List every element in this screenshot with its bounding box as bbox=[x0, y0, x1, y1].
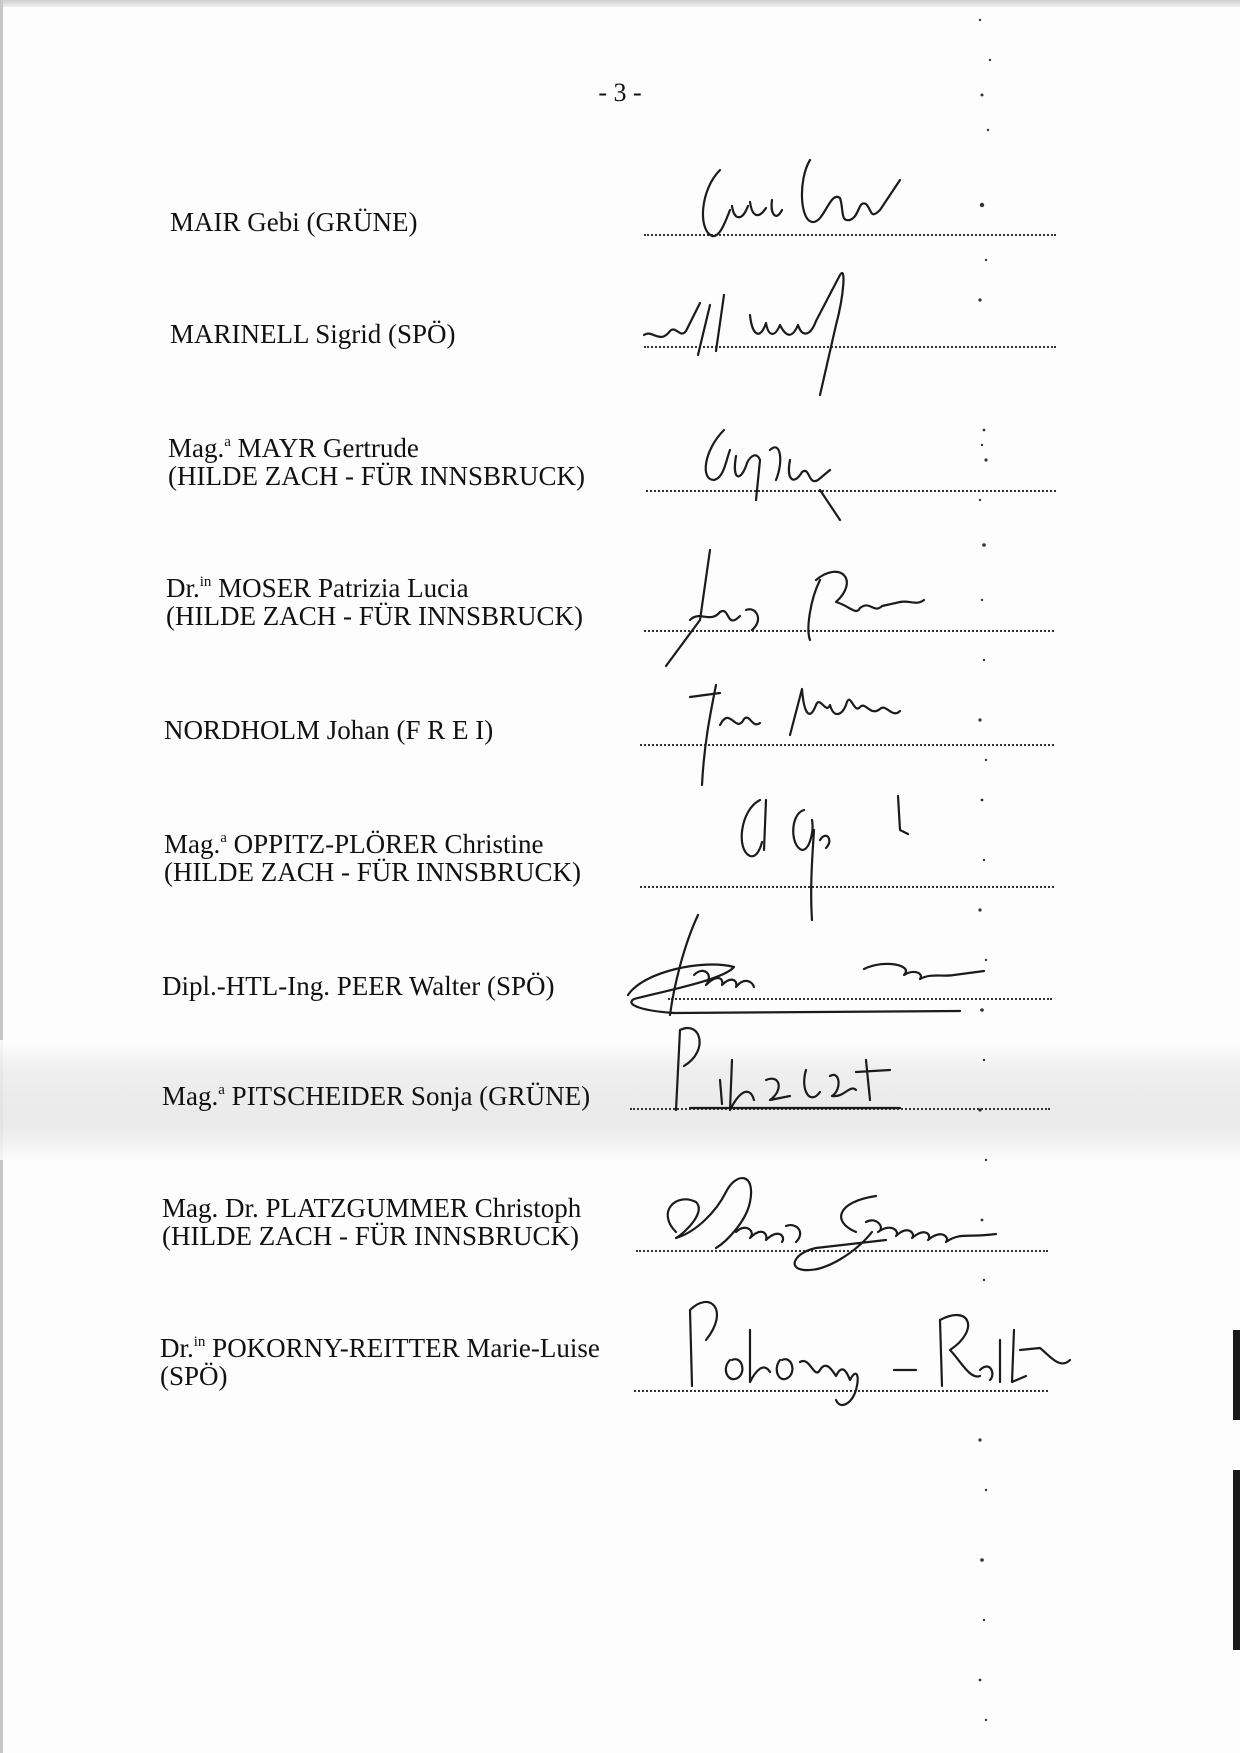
signature-entry-mayr bbox=[0, 420, 1240, 530]
signature-entry-oppitz-ploerer bbox=[0, 820, 1240, 930]
member-party-line: (HILDE ZACH - FÜR INNSBRUCK) bbox=[168, 461, 585, 491]
signature-entry-nordholm bbox=[0, 670, 1240, 780]
page-number: - 3 - bbox=[598, 78, 642, 107]
member-name bbox=[170, 208, 417, 236]
member-title-suffix: in bbox=[199, 574, 212, 590]
member-name bbox=[160, 1334, 600, 1390]
signature-entry-pokorny-reitter bbox=[0, 1320, 1240, 1430]
signature-entry-peer bbox=[0, 940, 1240, 1050]
handwritten-signature bbox=[660, 550, 960, 680]
handwritten-signature bbox=[656, 1162, 1036, 1282]
member-title: Mag. bbox=[162, 1081, 219, 1111]
handwritten-signature bbox=[670, 1020, 970, 1130]
member-name-line1: Dipl.-HTL-Ing. PEER Walter (SPÖ) bbox=[162, 971, 555, 1001]
member-title-suffix: a bbox=[218, 1082, 225, 1098]
member-name-line1: POKORNY-REITTER Marie-Luise bbox=[205, 1333, 600, 1363]
member-name bbox=[166, 574, 583, 630]
scan-top-edge bbox=[0, 0, 1240, 7]
member-name-line1: MAIR Gebi (GRÜNE) bbox=[170, 207, 418, 237]
handwritten-signature bbox=[730, 790, 930, 930]
handwritten-signature bbox=[640, 255, 900, 405]
member-name bbox=[162, 972, 555, 1000]
member-title: Mag. bbox=[168, 433, 225, 463]
signature-entry-moser bbox=[0, 560, 1240, 670]
member-name-line1: PITSCHEIDER Sonja (GRÜNE) bbox=[224, 1081, 591, 1111]
handwritten-signature bbox=[680, 665, 940, 795]
member-party-line: (SPÖ) bbox=[160, 1361, 228, 1391]
member-name-line1: MARINELL Sigrid (SPÖ) bbox=[170, 319, 456, 349]
signature-entry-marinell bbox=[0, 270, 1240, 380]
member-title-suffix: a bbox=[224, 434, 231, 450]
handwritten-signature bbox=[690, 420, 890, 530]
handwritten-signature bbox=[680, 1290, 1080, 1420]
member-name-line1: NORDHOLM Johan (F R E I) bbox=[164, 715, 494, 745]
member-title: Dr. bbox=[166, 573, 200, 603]
member-party-line: (HILDE ZACH - FÜR INNSBRUCK) bbox=[166, 601, 583, 631]
handwritten-signature bbox=[614, 915, 994, 1035]
member-title-suffix: in bbox=[193, 1334, 206, 1350]
member-name bbox=[162, 1082, 590, 1110]
member-title: Dr. bbox=[160, 1333, 194, 1363]
member-title-suffix: a bbox=[220, 830, 227, 846]
scan-right-edge-mark bbox=[1233, 1470, 1240, 1650]
signature-entry-platzgummer bbox=[0, 1180, 1240, 1290]
member-name-line1: OPPITZ-PLÖRER Christine bbox=[226, 829, 544, 859]
signature-entry-mair bbox=[0, 160, 1240, 270]
member-name bbox=[164, 716, 493, 744]
member-party-line: (HILDE ZACH - FÜR INNSBRUCK) bbox=[162, 1221, 579, 1251]
signature-entry-pitscheider bbox=[0, 1050, 1240, 1160]
member-name bbox=[170, 320, 456, 348]
member-name-line1: MOSER Patrizia Lucia bbox=[211, 573, 469, 603]
member-name-line1: Mag. Dr. PLATZGUMMER Christoph bbox=[162, 1193, 582, 1223]
member-name bbox=[164, 830, 581, 886]
member-title: Mag. bbox=[164, 829, 221, 859]
member-name-line1: MAYR Gertrude bbox=[230, 433, 419, 463]
handwritten-signature bbox=[690, 150, 950, 250]
member-name bbox=[162, 1194, 581, 1250]
member-name bbox=[168, 434, 585, 490]
member-party-line: (HILDE ZACH - FÜR INNSBRUCK) bbox=[164, 857, 581, 887]
